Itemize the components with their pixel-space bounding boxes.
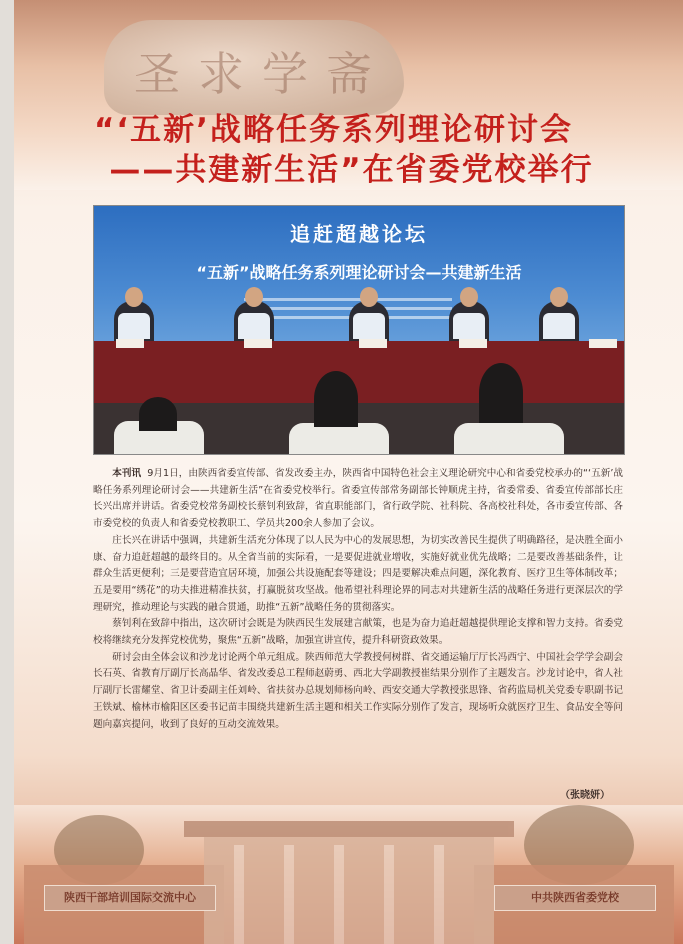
name-card bbox=[459, 339, 487, 348]
audience-row bbox=[94, 403, 624, 454]
byline: （张晓妍） bbox=[560, 790, 610, 801]
stone-inscription: 圣求学斋 bbox=[134, 47, 390, 101]
page-title-line1: “‘五新’战略任务系列理论研讨会 bbox=[94, 112, 573, 148]
page-title-line2: ——共建新生活”在省委党校举行 bbox=[109, 152, 594, 188]
paragraph-2: 庄长兴在讲话中强调，共建新生活充分体现了以人民为中心的发展思想，为切实改善民生提供了明确路径，是决胜全面小康、奋力追赶超越的最终目的。从全省当前的实际看，一是要促进就业增收，实施好就业优先战略；二是要改善基础条件，让群众生活更便利；三是要营造宜居环境，加强公共设施配套等建设；四是要解决难点问题，深化教育、医疗卫生等体制改革；五是要用“绣花”的功夫推进精准扶贫，打赢脱贫攻坚战。他希望社科理论界的同志对共建新生活的战略任务进行更深层次的学理研究，推动理论与实践的融合贯通，助推“五新”战略任务的贯彻落实。 bbox=[93, 534, 623, 613]
paragraph-1 bbox=[93, 466, 623, 533]
name-card bbox=[589, 339, 617, 348]
paragraph-4: 研讨会由全体会议和沙龙讨论两个单元组成。陕西师范大学教授何树群、省交通运输厅厅长冯西宁、中国社会学学会副会长石英、省教育厅副厅长高晶华、省发改委总工程师赵蔚勇、西北大学副教授崔结果分别作了主题发言。沙龙讨论中，省人社厅副厅长雷耀堂、省卫计委副主任刘岭、省扶贫办总规划师杨向岭、西安交通大学教授张思锋、省药监局机关党委专职副书记王铁斌、榆林市榆阳区区委书记苗丰围绕共建新生活主题和相关工作实际分别作了发言，现场听众就医疗卫生、食品安全等问题向嘉宾提问，收到了良好的互动交流效果。 bbox=[93, 651, 623, 730]
article-lead: 本刊讯 bbox=[112, 468, 142, 479]
name-card bbox=[244, 339, 272, 348]
article-body bbox=[93, 466, 623, 733]
main-building bbox=[204, 831, 494, 944]
paragraph-1-text: 9月1日，由陕西省委宣传部、省发改委主办，陕西省中国特色社会主义理论研究中心和省委党校承办的“‘五新’战略任务系列理论研讨会——共建新生活”在省委党校举行。省委宣传部常务副部长钟顺虎主持，省委常委、省委宣传部部长庄长兴出席并讲话。省委党校常务副校长蔡钊利致辞，省直职能部门，省行政学院、社科院、各高校社科处，各市委宣传部、各市委党校的负责人和省委党校教职工、学员共200余人参加了会议。 bbox=[93, 468, 624, 530]
backdrop-seminar-title: “五新”战略任务系列理论研讨会—共建新生活 bbox=[196, 263, 522, 282]
rostrum-table bbox=[94, 341, 624, 403]
right-building-sign: 中共陕西省委党校 bbox=[494, 885, 656, 911]
meeting-photo bbox=[93, 205, 625, 455]
left-building-sign: 陕西干部培训国际交流中心 bbox=[44, 885, 216, 911]
paragraph-3: 蔡钊利在致辞中指出，这次研讨会既是为陕西民生发展建言献策，也是为奋力追赶超越提供理论支撑和智力支持。省委党校将继续充分发挥党校优势，聚焦“五新”战略，加强宣讲宣传，提升科研资政效果。 bbox=[93, 618, 623, 647]
name-card bbox=[359, 339, 387, 348]
name-card bbox=[116, 339, 144, 348]
backdrop-forum-title: 追赶超越论坛 bbox=[290, 222, 428, 246]
footer-building-image bbox=[14, 805, 683, 944]
